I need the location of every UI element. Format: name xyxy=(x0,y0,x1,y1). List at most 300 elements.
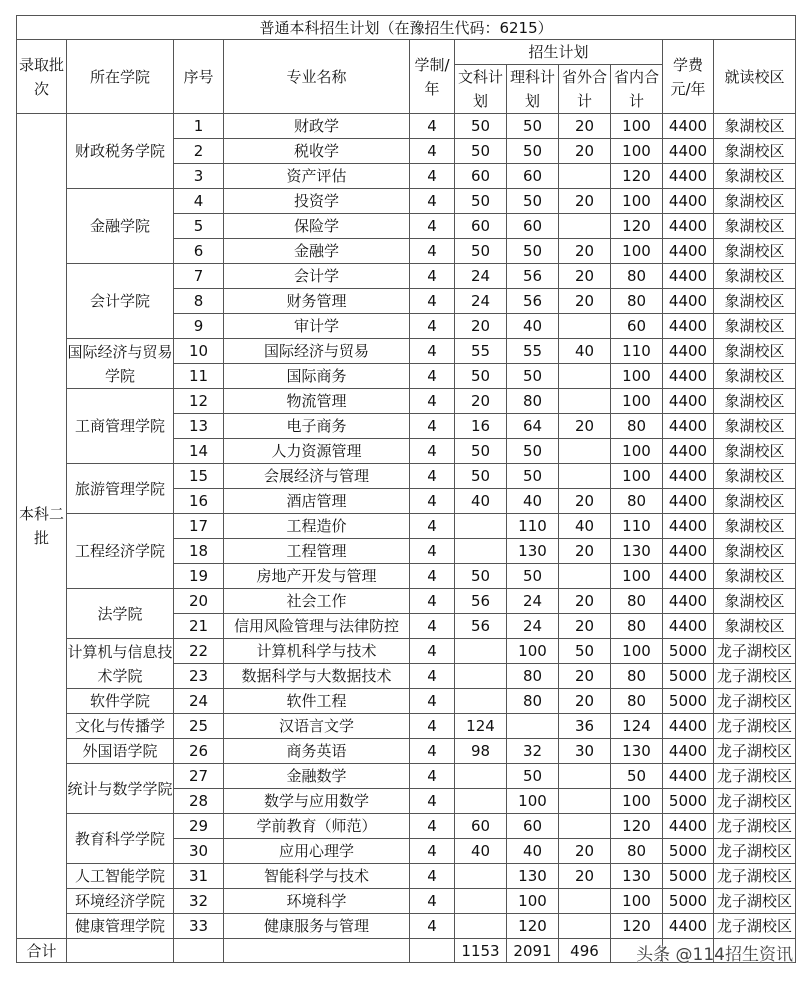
wen-cell xyxy=(455,664,507,689)
total-seq xyxy=(174,939,224,963)
in-cell: 120 xyxy=(611,914,663,939)
wen-cell: 60 xyxy=(455,164,507,189)
fee-cell: 4400 xyxy=(663,364,714,389)
wen-cell: 60 xyxy=(455,814,507,839)
in-cell: 80 xyxy=(611,689,663,714)
wen-cell: 24 xyxy=(455,264,507,289)
fee-cell: 5000 xyxy=(663,689,714,714)
major-cell: 人力资源管理 xyxy=(224,439,410,464)
out-cell: 30 xyxy=(559,739,611,764)
major-cell: 审计学 xyxy=(224,314,410,339)
total-out: 496 xyxy=(559,939,611,963)
total-label: 合计 xyxy=(17,939,67,963)
li-cell: 50 xyxy=(507,464,559,489)
seq-cell: 13 xyxy=(174,414,224,439)
campus-cell: 象湖校区 xyxy=(714,414,796,439)
years-cell: 4 xyxy=(410,914,455,939)
campus-cell: 龙子湖校区 xyxy=(714,839,796,864)
college-cell: 国际经济与贸易学院 xyxy=(67,339,174,389)
college-cell: 工程经济学院 xyxy=(67,514,174,589)
years-cell: 4 xyxy=(410,264,455,289)
seq-cell: 20 xyxy=(174,589,224,614)
major-cell: 财务管理 xyxy=(224,289,410,314)
total-college xyxy=(67,939,174,963)
wen-cell xyxy=(455,514,507,539)
campus-cell: 象湖校区 xyxy=(714,314,796,339)
li-cell: 50 xyxy=(507,189,559,214)
fee-cell: 4400 xyxy=(663,439,714,464)
campus-cell: 龙子湖校区 xyxy=(714,714,796,739)
wen-cell: 16 xyxy=(455,414,507,439)
campus-cell: 象湖校区 xyxy=(714,289,796,314)
li-cell: 80 xyxy=(507,389,559,414)
seq-cell: 5 xyxy=(174,214,224,239)
campus-cell: 象湖校区 xyxy=(714,364,796,389)
college-cell: 外国语学院 xyxy=(67,739,174,764)
out-cell xyxy=(559,564,611,589)
wen-cell: 24 xyxy=(455,289,507,314)
major-cell: 环境科学 xyxy=(224,889,410,914)
fee-cell: 4400 xyxy=(663,314,714,339)
table-row xyxy=(17,689,796,714)
table-row xyxy=(17,514,796,539)
seq-cell: 4 xyxy=(174,189,224,214)
fee-cell: 4400 xyxy=(663,389,714,414)
li-cell: 32 xyxy=(507,739,559,764)
header-plan: 招生计划 xyxy=(455,40,663,65)
fee-cell: 4400 xyxy=(663,914,714,939)
years-cell: 4 xyxy=(410,789,455,814)
fee-cell: 4400 xyxy=(663,514,714,539)
li-cell: 80 xyxy=(507,664,559,689)
in-cell: 100 xyxy=(611,564,663,589)
college-cell: 工商管理学院 xyxy=(67,389,174,464)
in-cell: 124 xyxy=(611,714,663,739)
wen-cell xyxy=(455,914,507,939)
out-cell: 20 xyxy=(559,589,611,614)
seq-cell: 30 xyxy=(174,839,224,864)
fee-cell: 4400 xyxy=(663,589,714,614)
wen-cell: 50 xyxy=(455,364,507,389)
seq-cell: 25 xyxy=(174,714,224,739)
college-cell: 法学院 xyxy=(67,589,174,639)
in-cell: 80 xyxy=(611,264,663,289)
campus-cell: 象湖校区 xyxy=(714,614,796,639)
out-cell: 50 xyxy=(559,639,611,664)
major-cell: 软件工程 xyxy=(224,689,410,714)
table-row xyxy=(17,714,796,739)
campus-cell: 象湖校区 xyxy=(714,539,796,564)
li-cell: 50 xyxy=(507,439,559,464)
years-cell: 4 xyxy=(410,764,455,789)
li-cell: 50 xyxy=(507,239,559,264)
li-cell: 130 xyxy=(507,539,559,564)
wen-cell: 60 xyxy=(455,214,507,239)
li-cell: 100 xyxy=(507,789,559,814)
years-cell: 4 xyxy=(410,364,455,389)
wen-cell xyxy=(455,864,507,889)
out-cell: 40 xyxy=(559,339,611,364)
in-cell: 80 xyxy=(611,664,663,689)
major-cell: 应用心理学 xyxy=(224,839,410,864)
li-cell: 50 xyxy=(507,139,559,164)
seq-cell: 17 xyxy=(174,514,224,539)
table-row xyxy=(17,389,796,414)
years-cell: 4 xyxy=(410,539,455,564)
fee-cell: 4400 xyxy=(663,414,714,439)
seq-cell: 33 xyxy=(174,914,224,939)
wen-cell xyxy=(455,764,507,789)
college-cell: 健康管理学院 xyxy=(67,914,174,939)
out-cell xyxy=(559,464,611,489)
wen-cell: 50 xyxy=(455,114,507,139)
fee-cell: 4400 xyxy=(663,489,714,514)
seq-cell: 28 xyxy=(174,789,224,814)
out-cell: 20 xyxy=(559,414,611,439)
fee-cell: 4400 xyxy=(663,189,714,214)
campus-cell: 龙子湖校区 xyxy=(714,814,796,839)
campus-cell: 龙子湖校区 xyxy=(714,639,796,664)
campus-cell: 龙子湖校区 xyxy=(714,914,796,939)
campus-cell: 象湖校区 xyxy=(714,439,796,464)
major-cell: 投资学 xyxy=(224,189,410,214)
major-cell: 金融学 xyxy=(224,239,410,264)
major-cell: 会展经济与管理 xyxy=(224,464,410,489)
total-major xyxy=(224,939,410,963)
years-cell: 4 xyxy=(410,689,455,714)
college-cell: 文化与传播学 xyxy=(67,714,174,739)
li-cell: 110 xyxy=(507,514,559,539)
fee-cell: 5000 xyxy=(663,889,714,914)
major-cell: 财政学 xyxy=(224,114,410,139)
college-cell: 教育科学学院 xyxy=(67,814,174,864)
campus-cell: 龙子湖校区 xyxy=(714,689,796,714)
in-cell: 110 xyxy=(611,514,663,539)
seq-cell: 19 xyxy=(174,564,224,589)
seq-cell: 27 xyxy=(174,764,224,789)
in-cell: 130 xyxy=(611,539,663,564)
in-cell: 120 xyxy=(611,814,663,839)
fee-cell: 5000 xyxy=(663,639,714,664)
li-cell: 56 xyxy=(507,289,559,314)
fee-cell: 4400 xyxy=(663,814,714,839)
out-cell: 20 xyxy=(559,239,611,264)
header-batch: 录取批次 xyxy=(17,40,67,114)
wen-cell xyxy=(455,689,507,714)
seq-cell: 22 xyxy=(174,639,224,664)
header-li: 理科计划 xyxy=(507,65,559,114)
seq-cell: 6 xyxy=(174,239,224,264)
in-cell: 50 xyxy=(611,764,663,789)
li-cell: 40 xyxy=(507,839,559,864)
out-cell xyxy=(559,889,611,914)
out-cell: 20 xyxy=(559,614,611,639)
college-cell: 金融学院 xyxy=(67,189,174,264)
years-cell: 4 xyxy=(410,464,455,489)
wen-cell: 55 xyxy=(455,339,507,364)
major-cell: 数据科学与大数据技术 xyxy=(224,664,410,689)
seq-cell: 8 xyxy=(174,289,224,314)
out-cell: 40 xyxy=(559,514,611,539)
table-row xyxy=(17,339,796,364)
header-fee: 学费元/年 xyxy=(663,40,714,114)
total-in xyxy=(611,939,663,963)
seq-cell: 1 xyxy=(174,114,224,139)
fee-cell: 4400 xyxy=(663,214,714,239)
fee-cell: 4400 xyxy=(663,164,714,189)
years-cell: 4 xyxy=(410,589,455,614)
table-row xyxy=(17,189,796,214)
out-cell xyxy=(559,439,611,464)
li-cell: 40 xyxy=(507,314,559,339)
campus-cell: 象湖校区 xyxy=(714,114,796,139)
header-out: 省外合计 xyxy=(559,65,611,114)
college-cell: 环境经济学院 xyxy=(67,889,174,914)
in-cell: 100 xyxy=(611,889,663,914)
table-row xyxy=(17,764,796,789)
in-cell: 80 xyxy=(611,589,663,614)
campus-cell: 象湖校区 xyxy=(714,139,796,164)
years-cell: 4 xyxy=(410,114,455,139)
li-cell: 64 xyxy=(507,414,559,439)
out-cell xyxy=(559,364,611,389)
major-cell: 工程管理 xyxy=(224,539,410,564)
out-cell: 20 xyxy=(559,664,611,689)
major-cell: 国际经济与贸易 xyxy=(224,339,410,364)
years-cell: 4 xyxy=(410,664,455,689)
li-cell: 130 xyxy=(507,864,559,889)
major-cell: 健康服务与管理 xyxy=(224,914,410,939)
campus-cell: 象湖校区 xyxy=(714,189,796,214)
table-row xyxy=(17,264,796,289)
in-cell: 80 xyxy=(611,414,663,439)
out-cell: 20 xyxy=(559,489,611,514)
in-cell: 80 xyxy=(611,489,663,514)
table-row xyxy=(17,889,796,914)
major-cell: 会计学 xyxy=(224,264,410,289)
fee-cell: 5000 xyxy=(663,789,714,814)
campus-cell: 龙子湖校区 xyxy=(714,739,796,764)
major-cell: 汉语言文学 xyxy=(224,714,410,739)
years-cell: 4 xyxy=(410,339,455,364)
table-row xyxy=(17,814,796,839)
wen-cell: 56 xyxy=(455,614,507,639)
years-cell: 4 xyxy=(410,564,455,589)
campus-cell: 象湖校区 xyxy=(714,264,796,289)
header-wen: 文科计划 xyxy=(455,65,507,114)
fee-cell: 4400 xyxy=(663,239,714,264)
major-cell: 工程造价 xyxy=(224,514,410,539)
major-cell: 酒店管理 xyxy=(224,489,410,514)
wen-cell: 40 xyxy=(455,839,507,864)
campus-cell: 象湖校区 xyxy=(714,489,796,514)
in-cell: 100 xyxy=(611,439,663,464)
table-title: 普通本科招生计划（在豫招生代码：6215） xyxy=(17,16,796,40)
seq-cell: 15 xyxy=(174,464,224,489)
li-cell xyxy=(507,714,559,739)
out-cell xyxy=(559,764,611,789)
fee-cell: 4400 xyxy=(663,264,714,289)
in-cell: 100 xyxy=(611,464,663,489)
total-row xyxy=(17,939,796,963)
in-cell: 100 xyxy=(611,239,663,264)
seq-cell: 10 xyxy=(174,339,224,364)
out-cell: 36 xyxy=(559,714,611,739)
years-cell: 4 xyxy=(410,864,455,889)
wen-cell: 20 xyxy=(455,389,507,414)
li-cell: 50 xyxy=(507,764,559,789)
out-cell xyxy=(559,214,611,239)
seq-cell: 32 xyxy=(174,889,224,914)
campus-cell: 象湖校区 xyxy=(714,589,796,614)
seq-cell: 12 xyxy=(174,389,224,414)
years-cell: 4 xyxy=(410,139,455,164)
li-cell: 100 xyxy=(507,889,559,914)
out-cell xyxy=(559,814,611,839)
in-cell: 100 xyxy=(611,364,663,389)
major-cell: 社会工作 xyxy=(224,589,410,614)
in-cell: 100 xyxy=(611,114,663,139)
seq-cell: 31 xyxy=(174,864,224,889)
out-cell: 20 xyxy=(559,289,611,314)
campus-cell: 象湖校区 xyxy=(714,239,796,264)
wen-cell: 20 xyxy=(455,314,507,339)
major-cell: 电子商务 xyxy=(224,414,410,439)
table-row xyxy=(17,464,796,489)
li-cell: 100 xyxy=(507,639,559,664)
seq-cell: 2 xyxy=(174,139,224,164)
header-in: 省内合计 xyxy=(611,65,663,114)
college-cell: 旅游管理学院 xyxy=(67,464,174,514)
li-cell: 56 xyxy=(507,264,559,289)
out-cell xyxy=(559,389,611,414)
seq-cell: 9 xyxy=(174,314,224,339)
li-cell: 50 xyxy=(507,564,559,589)
wen-cell xyxy=(455,639,507,664)
wen-cell xyxy=(455,539,507,564)
out-cell xyxy=(559,914,611,939)
fee-cell: 4400 xyxy=(663,739,714,764)
major-cell: 数学与应用数学 xyxy=(224,789,410,814)
years-cell: 4 xyxy=(410,614,455,639)
major-cell: 物流管理 xyxy=(224,389,410,414)
in-cell: 130 xyxy=(611,864,663,889)
years-cell: 4 xyxy=(410,489,455,514)
out-cell xyxy=(559,314,611,339)
in-cell: 80 xyxy=(611,289,663,314)
table-row xyxy=(17,739,796,764)
major-cell: 税收学 xyxy=(224,139,410,164)
in-cell: 100 xyxy=(611,389,663,414)
campus-cell: 龙子湖校区 xyxy=(714,664,796,689)
college-cell: 统计与数学学院 xyxy=(67,764,174,814)
wen-cell xyxy=(455,789,507,814)
li-cell: 24 xyxy=(507,614,559,639)
table-row xyxy=(17,914,796,939)
header-college: 所在学院 xyxy=(67,40,174,114)
total-wen: 1153 xyxy=(455,939,507,963)
college-cell: 软件学院 xyxy=(67,689,174,714)
college-cell: 财政税务学院 xyxy=(67,114,174,189)
years-cell: 4 xyxy=(410,439,455,464)
fee-cell: 5000 xyxy=(663,664,714,689)
wen-cell: 50 xyxy=(455,564,507,589)
campus-cell: 龙子湖校区 xyxy=(714,789,796,814)
wen-cell: 40 xyxy=(455,489,507,514)
li-cell: 24 xyxy=(507,589,559,614)
college-cell: 人工智能学院 xyxy=(67,864,174,889)
seq-cell: 29 xyxy=(174,814,224,839)
years-cell: 4 xyxy=(410,839,455,864)
seq-cell: 7 xyxy=(174,264,224,289)
major-cell: 信用风险管理与法律防控 xyxy=(224,614,410,639)
campus-cell: 龙子湖校区 xyxy=(714,864,796,889)
in-cell: 100 xyxy=(611,189,663,214)
major-cell: 房地产开发与管理 xyxy=(224,564,410,589)
years-cell: 4 xyxy=(410,389,455,414)
years-cell: 4 xyxy=(410,814,455,839)
li-cell: 120 xyxy=(507,914,559,939)
wen-cell: 50 xyxy=(455,139,507,164)
batch-cell: 本科二批 xyxy=(17,114,67,939)
li-cell: 50 xyxy=(507,114,559,139)
college-cell: 计算机与信息技术学院 xyxy=(67,639,174,689)
seq-cell: 26 xyxy=(174,739,224,764)
years-cell: 4 xyxy=(410,739,455,764)
years-cell: 4 xyxy=(410,189,455,214)
li-cell: 50 xyxy=(507,364,559,389)
college-cell: 会计学院 xyxy=(67,264,174,339)
campus-cell: 龙子湖校区 xyxy=(714,889,796,914)
fee-cell: 4400 xyxy=(663,539,714,564)
years-cell: 4 xyxy=(410,714,455,739)
wen-cell: 50 xyxy=(455,189,507,214)
major-cell: 保险学 xyxy=(224,214,410,239)
fee-cell: 4400 xyxy=(663,564,714,589)
out-cell: 20 xyxy=(559,689,611,714)
in-cell: 80 xyxy=(611,839,663,864)
fee-cell: 4400 xyxy=(663,114,714,139)
in-cell: 120 xyxy=(611,214,663,239)
out-cell: 20 xyxy=(559,864,611,889)
total-years xyxy=(410,939,455,963)
major-cell: 智能科学与技术 xyxy=(224,864,410,889)
seq-cell: 23 xyxy=(174,664,224,689)
li-cell: 55 xyxy=(507,339,559,364)
years-cell: 4 xyxy=(410,889,455,914)
table-row xyxy=(17,639,796,664)
out-cell xyxy=(559,789,611,814)
seq-cell: 14 xyxy=(174,439,224,464)
fee-cell: 4400 xyxy=(663,339,714,364)
years-cell: 4 xyxy=(410,289,455,314)
wen-cell xyxy=(455,889,507,914)
campus-cell: 象湖校区 xyxy=(714,464,796,489)
header-campus: 就读校区 xyxy=(714,40,796,114)
in-cell: 130 xyxy=(611,739,663,764)
out-cell: 20 xyxy=(559,189,611,214)
total-li: 2091 xyxy=(507,939,559,963)
table-row xyxy=(17,589,796,614)
years-cell: 4 xyxy=(410,414,455,439)
table-row xyxy=(17,864,796,889)
watermark: 头条 @114招生资讯 xyxy=(636,945,793,965)
in-cell: 100 xyxy=(611,139,663,164)
campus-cell: 龙子湖校区 xyxy=(714,764,796,789)
wen-cell: 50 xyxy=(455,239,507,264)
seq-cell: 24 xyxy=(174,689,224,714)
in-cell: 120 xyxy=(611,164,663,189)
